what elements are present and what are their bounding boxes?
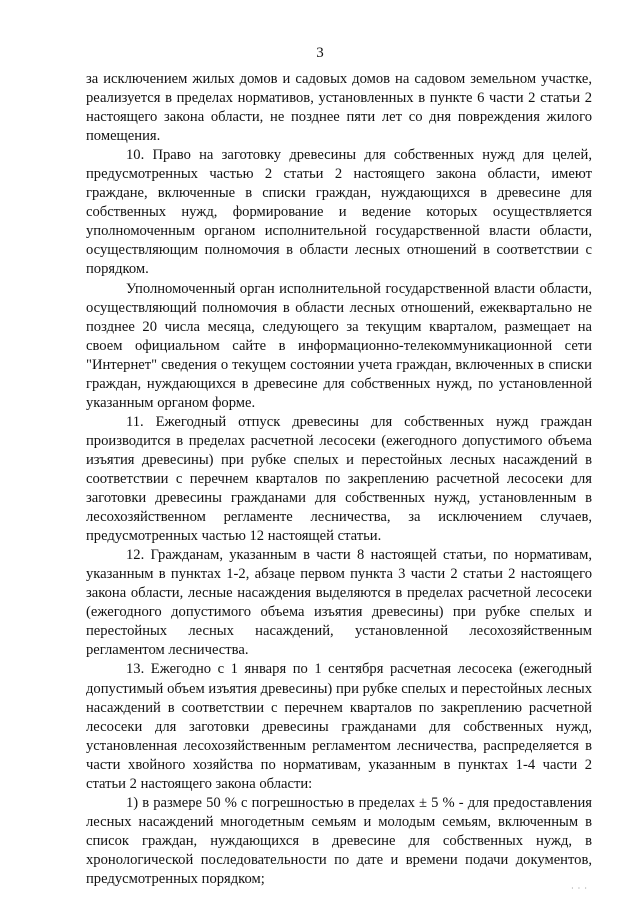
- document-body: [86, 70, 592, 889]
- paragraph-continuation: за исключением жилых домов и садовых домов на садовом земельном участке, реализуется в пределах нормативов, установленных в пункте 6 части 2 статьи 2 настоящего закона области, не позднее пяти лет со дня повреждения жилого помещения.: [86, 71, 592, 145]
- paragraph-item-10: 10. Право на заготовку древесины для собственных нужд для целей, предусмотренных частью 2 статьи 2 настоящего закона области, имеют граждане, включенные в списки граждан, нуждающихся в древесине для собственных нужд, формирование и ведение которых осуществляется уполномоченным органом исполнительной государственной власти области, осуществляющим полномочия в области лесных отношений в соответствии с порядком.: [86, 147, 592, 278]
- page-number: 3: [316, 45, 324, 61]
- paragraph-authority-duties: Уполномоченный орган исполнительной государственной власти области, осуществляющий полномочия в области лесных отношений, ежеквартально не позднее 20 числа месяца, следующего за текущим кварталом, размещает на своем официальном сайте в информационно-телекоммуникационной сети "Интернет" сведения о текущем состоянии учета граждан, включенных в списки граждан, нуждающихся в древесине для собственных нужд, по установленной указанным органом форме.: [86, 280, 592, 411]
- scan-artifact-mark: · · ·: [571, 884, 588, 893]
- paragraph-subitem-1: 1) в размере 50 % с погрешностью в пределах ± 5 % - для предоставления лесных насаждений многодетным семьям и молодым семьям, включенным в список граждан, нуждающихся в древесине для собственных нужд, в хронологической последовательности по дате и времени подачи документов, предусмотренных порядком;: [86, 794, 592, 887]
- paragraph-item-13: 13. Ежегодно с 1 января по 1 сентября расчетная лесосека (ежегодный допустимый объем изъятия древесины) при рубке спелых и перестойных лесных насаждений в соответствии с перечнем кварталов по закреплению расчетной лесосеки для заготовки древесины гражданами для собственных нужд, установленная лесохозяйственным регламентом лесничества, распределяется в части хвойного хозяйства по нормативам, указанным в пунктах 1-4 части 2 статьи 2 настоящего закона области:: [86, 661, 592, 792]
- paragraph-item-11: 11. Ежегодный отпуск древесины для собственных нужд граждан производится в пределах расчетной лесосеки (ежегодного допустимого объема изъятия древесины) при рубке спелых и перестойных лесных насаждений в соответствии с перечнем кварталов по закреплению расчетной лесосеки для заготовки древесины гражданами для собственных нужд, установленным в лесохозяйственном регламенте лесничества, за исключением случаев, предусмотренных частью 12 настоящей статьи.: [86, 413, 592, 545]
- paragraph-item-12: 12. Гражданам, указанным в части 8 настоящей статьи, по нормативам, указанным в пунктах 1-2, абзаце первом пункта 3 части 2 статьи 2 настоящего закона области, лесные насаждения выделяются в пределах расчетной лесосеки (ежегодного допустимого объема изъятия древесины) при рубке спелых и перестойных лесных насаждений, установленной лесохозяйственным регламентом лесничества.: [86, 547, 592, 659]
